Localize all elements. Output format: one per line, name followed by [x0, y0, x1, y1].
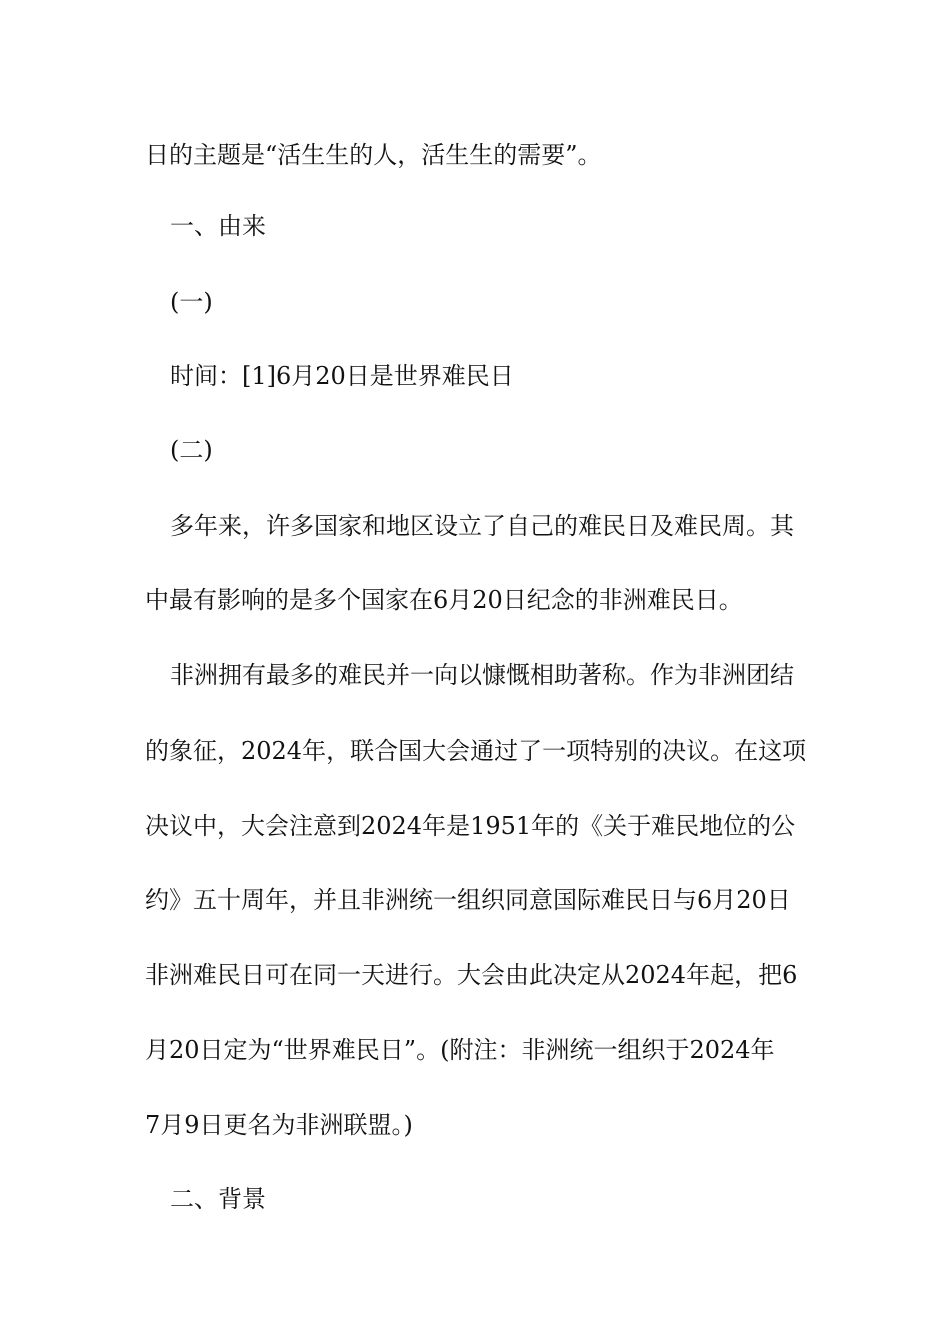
subsection-label-2: (二): [170, 436, 213, 464]
section-heading-origin: 一、由来: [170, 212, 266, 240]
text-line-date: 时间：[1]6月20日是世界难民日: [170, 362, 514, 390]
paragraph-line: 的象征，2024年，联合国大会通过了一项特别的决议。在这项: [145, 737, 807, 765]
paragraph-line: 决议中，大会注意到2024年是1951年的《关于难民地位的公: [145, 812, 796, 840]
paragraph-line: 中最有影响的是多个国家在6月20日纪念的非洲难民日。: [145, 586, 743, 614]
paragraph-line: 非洲难民日可在同一天进行。大会由此决定从2024年起，把6: [145, 961, 798, 989]
section-heading-background: 二、背景: [170, 1185, 266, 1213]
text-line-theme-end: 日的主题是“活生生的人，活生生的需要”。: [145, 141, 602, 169]
paragraph-line: 月20日定为“世界难民日”。(附注：非洲统一组织于2024年: [145, 1036, 775, 1064]
paragraph-line: 约》五十周年，并且非洲统一组织同意国际难民日与6月20日: [145, 886, 791, 914]
paragraph-line: 7月9日更名为非洲联盟。): [145, 1111, 413, 1139]
subsection-label-1: (一): [170, 288, 213, 316]
paragraph-line: 多年来，许多国家和地区设立了自己的难民日及难民周。其: [170, 512, 794, 540]
paragraph-line: 非洲拥有最多的难民并一向以慷慨相助著称。作为非洲团结: [170, 661, 794, 689]
